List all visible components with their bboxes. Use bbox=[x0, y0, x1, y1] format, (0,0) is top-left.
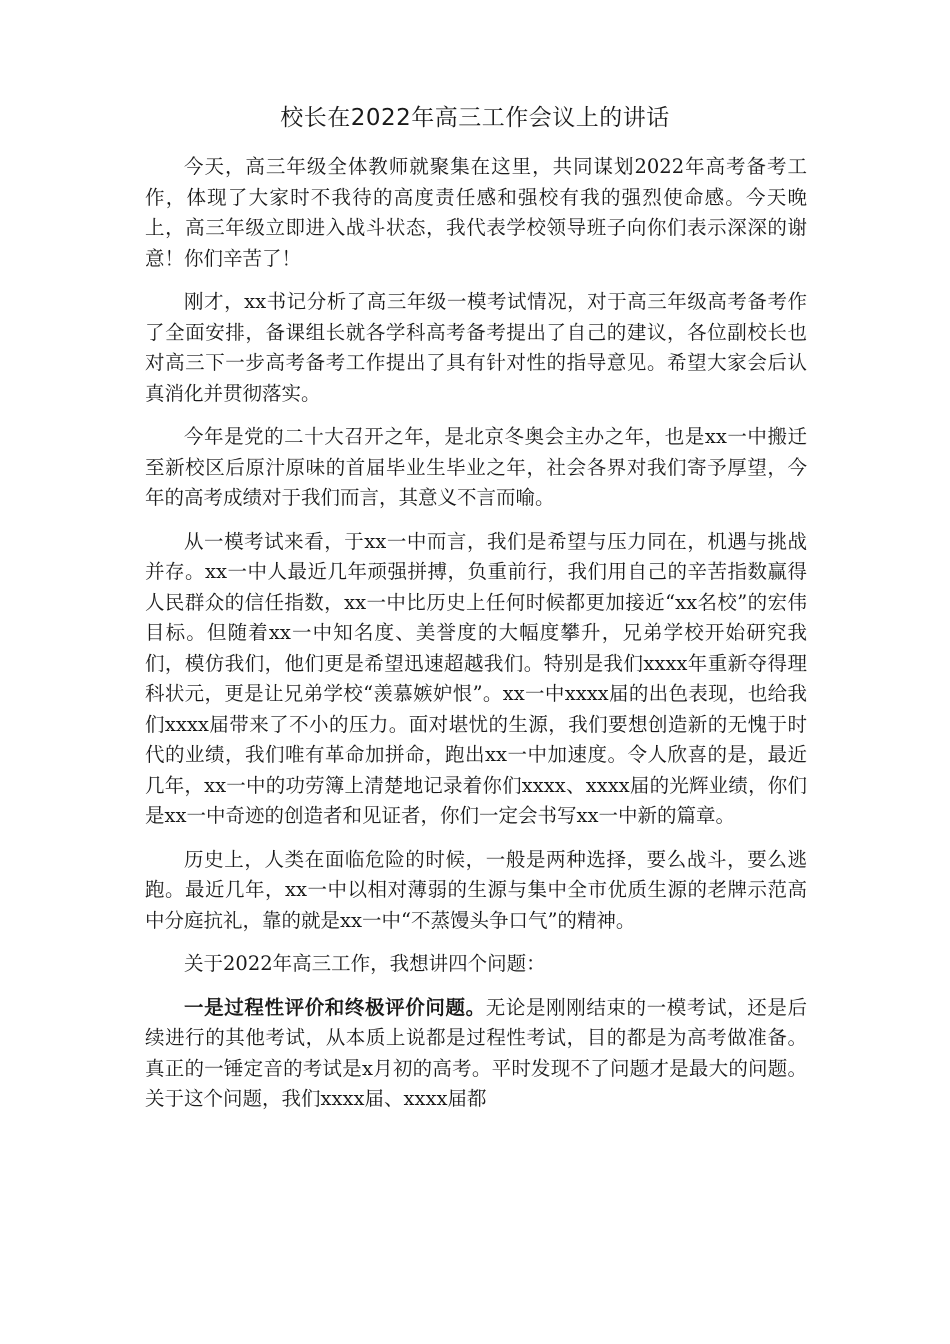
paragraph-text: 历史上，人类在面临危险的时候，一般是两种选择，要么战斗，要么逃跑。最近几年，xx一中以相对薄弱的生源与集中全市优质生源的老牌示范高中分庭抗礼，靠的就是xx一中“不蒸馒头争口气”的精神。 bbox=[145, 847, 807, 932]
paragraph-text: 从一模考试来看，于xx一中而言，我们是希望与压力同在，机遇与挑战并存。xx一中人最近几年顽强拼搏，负重前行，我们用自己的辛苦指数赢得人民群众的信任指数，xx一中比历史上任何时候都更加接近“xx名校”的宏伟目标。但随着xx一中知名度、美誉度的大幅度攀升，兄弟学校开始研究我们，模仿我们，他们更是希望迅速超越我们。特别是我们xxxx年重新夺得理科状元，更是让兄弟学校“羡慕嫉妒恨”。xx一中xxxx届的出色表现，也给我们xxxx届带来了不小的压力。面对堪忧的生源，我们要想创造新的无愧于时代的业绩，我们唯有革命加拼命，跑出xx一中加速度。令人欣喜的是，最近几年，xx一中的功劳簿上清楚地记录着你们xxxx、xxxx届的光辉业绩，你们是xx一中奇迹的创造者和见证者，你们一定会书写xx一中新的篇章。 bbox=[145, 529, 807, 827]
paragraph-text: 刚才，xx书记分析了高三年级一模考试情况，对于高三年级高考备考作了全面安排，备课组长就各学科高考备考提出了自己的建议，各位副校长也对高三下一步高考备考工作提出了具有针对性的指导意见。希望大家会后认真消化并贯彻落实。 bbox=[145, 290, 807, 405]
paragraph-text: 今年是党的二十大召开之年，是北京冬奥会主办之年，也是xx一中搬迁至新校区后原汁原味的首届毕业生毕业之年，社会各界对我们寄予厚望，今年的高考成绩对于我们而言，其意义不言而喻。 bbox=[145, 425, 807, 509]
paragraph-text: 今天，高三年级全体教师就聚集在这里，共同谋划2022年高考备考工作，体现了大家时不我待的高度责任感和强校有我的强烈使命感。今天晚上，高三年级立即进入战斗状态，我代表学校领导班子向你们表示深深的谢意！你们辛苦了！ bbox=[145, 155, 807, 270]
document-body bbox=[145, 152, 807, 1128]
paragraph-opening bbox=[145, 152, 807, 274]
paragraph-pressure bbox=[145, 527, 807, 832]
paragraph-text: 关于2022年高三工作，我想讲四个问题： bbox=[184, 952, 546, 975]
paragraph-significance bbox=[145, 422, 807, 514]
document-title: 校长在2022年高三工作会议上的讲话 bbox=[280, 105, 670, 131]
paragraph-text: 无论是刚刚结束的一模考试，还是后续进行的其他考试，从本质上说都是过程性考试，目的都是为高考做准备。真正的一锤定音的考试是x月初的高考。平时发现不了问题才是最大的问题。关于这个问题，我们xxxx届、xxxx届都 bbox=[145, 995, 807, 1110]
paragraph-review bbox=[145, 287, 807, 409]
paragraph-topic-one bbox=[145, 993, 807, 1115]
paragraph-lead-heading: 一是过程性评价和终极评价问题。 bbox=[184, 995, 486, 1019]
paragraph-topics-intro bbox=[145, 949, 807, 980]
paragraph-history bbox=[145, 845, 807, 937]
